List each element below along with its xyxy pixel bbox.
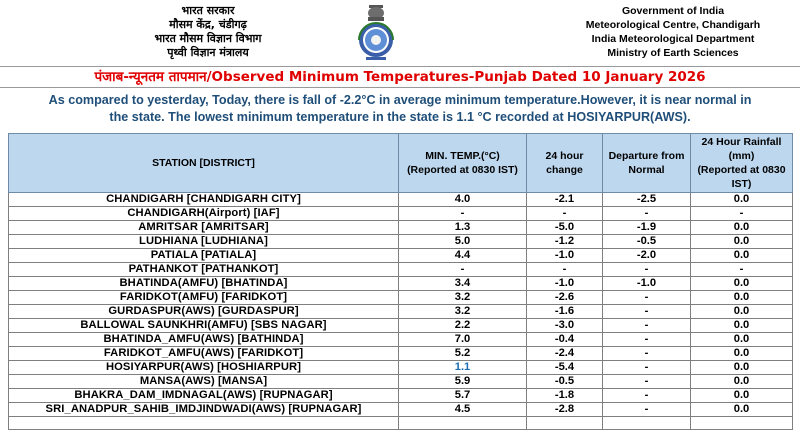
table-row [9, 235, 793, 249]
min-temp-cell: 1.1 [399, 361, 527, 375]
header-rainfall: 24 Hour Rainfall (mm) (Reported at 0830 IST) [691, 134, 793, 193]
change-cell: -1.8 [527, 389, 603, 403]
change-cell: - [527, 207, 603, 221]
table-row [9, 333, 793, 347]
table-body [9, 193, 793, 430]
station-cell: CHANDIGARH(Airport) [IAF] [9, 207, 399, 221]
english-letterhead [560, 4, 786, 60]
departure-cell: - [603, 403, 691, 417]
min-temp-cell: 4.4 [399, 249, 527, 263]
departure-cell: - [603, 333, 691, 347]
departure-cell: -1.9 [603, 221, 691, 235]
station-cell: PATIALA [PATIALA] [9, 249, 399, 263]
station-cell: LUDHIANA [LUDHIANA] [9, 235, 399, 249]
min-temp-cell: 5.7 [399, 389, 527, 403]
table-header-row [9, 134, 793, 193]
english-line-4: Ministry of Earth Sciences [607, 47, 739, 59]
departure-cell: - [603, 319, 691, 333]
table-row [9, 193, 793, 207]
change-cell: -0.4 [527, 333, 603, 347]
table-row [9, 221, 793, 235]
empty-cell [603, 417, 691, 430]
empty-cell [691, 417, 793, 430]
min-temp-cell: 4.0 [399, 193, 527, 207]
empty-cell [399, 417, 527, 430]
rainfall-cell: 0.0 [691, 389, 793, 403]
hindi-line-4: पृथ्वी विज्ञान मंत्रालय [167, 46, 249, 59]
table-row [9, 305, 793, 319]
station-cell: FARIDKOT_AMFU(AWS) [FARIDKOT] [9, 347, 399, 361]
station-cell: MANSA(AWS) [MANSA] [9, 375, 399, 389]
change-cell: -1.2 [527, 235, 603, 249]
table-row [9, 403, 793, 417]
departure-cell: - [603, 347, 691, 361]
station-cell: FARIDKOT(AMFU) [FARIDKOT] [9, 291, 399, 305]
rainfall-cell: 0.0 [691, 249, 793, 263]
change-cell: -2.8 [527, 403, 603, 417]
departure-cell: - [603, 207, 691, 221]
change-cell: - [527, 263, 603, 277]
station-cell: BHAKRA_DAM_IMDNAGAL(AWS) [RUPNAGAR] [9, 389, 399, 403]
departure-cell: -1.0 [603, 277, 691, 291]
min-temp-cell: 3.4 [399, 277, 527, 291]
temperature-table [8, 133, 793, 430]
change-cell: -1.0 [527, 249, 603, 263]
rainfall-cell: 0.0 [691, 333, 793, 347]
hindi-line-3: भारत मौसम विज्ञान विभाग [154, 32, 262, 45]
rainfall-cell: 0.0 [691, 361, 793, 375]
summary-line-2: the state. The lowest minimum temperature in the state is 1.1 °C recorded at HOSIYARPUR(AWS). [109, 110, 691, 124]
change-cell: -5.0 [527, 221, 603, 235]
departure-cell: -2.5 [603, 193, 691, 207]
table-row [9, 389, 793, 403]
min-temp-cell: 1.3 [399, 221, 527, 235]
min-temp-cell: 3.2 [399, 305, 527, 319]
station-cell: SRI_ANADPUR_SAHIB_IMDJINDWADI(AWS) [RUPNAGAR] [9, 403, 399, 417]
rainfall-cell: 0.0 [691, 305, 793, 319]
min-temp-cell: 4.5 [399, 403, 527, 417]
departure-cell: - [603, 389, 691, 403]
min-temp-cell: - [399, 207, 527, 221]
departure-cell: - [603, 291, 691, 305]
header-station: STATION [DISTRICT] [9, 134, 399, 193]
summary-text [0, 88, 800, 132]
departure-cell: - [603, 263, 691, 277]
rainfall-cell: - [691, 207, 793, 221]
table-row [9, 375, 793, 389]
min-temp-cell: 5.2 [399, 347, 527, 361]
station-cell: BHATINDA(AMFU) [BHATINDA] [9, 277, 399, 291]
hindi-line-1: भारत सरकार [181, 4, 235, 17]
rainfall-cell: - [691, 263, 793, 277]
empty-cell [9, 417, 399, 430]
header-min-temp: MIN. TEMP.(°C) (Reported at 0830 IST) [399, 134, 527, 193]
table-row [9, 249, 793, 263]
table-row [9, 207, 793, 221]
table-row [9, 291, 793, 305]
english-line-3: India Meteorological Department [591, 33, 755, 45]
station-cell: PATHANKOT [PATHANKOT] [9, 263, 399, 277]
departure-cell: -0.5 [603, 235, 691, 249]
min-temp-cell: 5.0 [399, 235, 527, 249]
rainfall-cell: 0.0 [691, 235, 793, 249]
change-cell: -2.1 [527, 193, 603, 207]
rainfall-cell: 0.0 [691, 403, 793, 417]
departure-cell: -2.0 [603, 249, 691, 263]
ashoka-emblem-imd-logo-icon [352, 4, 400, 62]
table-row [9, 347, 793, 361]
change-cell: -3.0 [527, 319, 603, 333]
min-temp-cell: 3.2 [399, 291, 527, 305]
departure-cell: - [603, 361, 691, 375]
hindi-letterhead [118, 4, 298, 60]
station-cell: CHANDIGARH [CHANDIGARH CITY] [9, 193, 399, 207]
rainfall-cell: 0.0 [691, 193, 793, 207]
header-departure: Departure from Normal [603, 134, 691, 193]
summary-line-1: As compared to yesterday, Today, there is fall of -2.2°C in average minimum temperature.However, it is near normal in [48, 93, 752, 107]
change-cell: -2.4 [527, 347, 603, 361]
letterhead [0, 0, 800, 66]
rainfall-cell: 0.0 [691, 375, 793, 389]
rainfall-cell: 0.0 [691, 277, 793, 291]
station-cell: BHATINDA_AMFU(AWS) [BATHINDA] [9, 333, 399, 347]
min-temp-cell: 7.0 [399, 333, 527, 347]
change-cell: -2.6 [527, 291, 603, 305]
station-cell: HOSIYARPUR(AWS) [HOSHIARPUR] [9, 361, 399, 375]
change-cell: -0.5 [527, 375, 603, 389]
rainfall-cell: 0.0 [691, 221, 793, 235]
hindi-line-2: मौसम केंद्र, चंडीगढ़ [169, 18, 247, 31]
departure-cell: - [603, 375, 691, 389]
change-cell: -1.0 [527, 277, 603, 291]
table-row [9, 263, 793, 277]
station-cell: AMRITSAR [AMRITSAR] [9, 221, 399, 235]
header-24h-change: 24 hour change [527, 134, 603, 193]
change-cell: -5.4 [527, 361, 603, 375]
english-line-1: Government of India [621, 5, 725, 17]
min-temp-cell: - [399, 263, 527, 277]
rainfall-cell: 0.0 [691, 347, 793, 361]
rainfall-cell: 0.0 [691, 291, 793, 305]
table-row [9, 277, 793, 291]
station-cell: GURDASPUR(AWS) [GURDASPUR] [9, 305, 399, 319]
min-temp-cell: 2.2 [399, 319, 527, 333]
min-temp-cell: 5.9 [399, 375, 527, 389]
rainfall-cell: 0.0 [691, 319, 793, 333]
departure-cell: - [603, 305, 691, 319]
bulletin-title: पंजाब-न्यूनतम तापमान/Observed Minimum Temperatures-Punjab Dated 10 January 2026 [0, 66, 800, 88]
change-cell: -1.6 [527, 305, 603, 319]
table-row [9, 319, 793, 333]
table-row [9, 361, 793, 375]
empty-row [9, 417, 793, 430]
english-line-2: Meteorological Centre, Chandigarh [585, 19, 761, 31]
empty-cell [527, 417, 603, 430]
station-cell: BALLOWAL SAUNKHRI(AMFU) [SBS NAGAR] [9, 319, 399, 333]
